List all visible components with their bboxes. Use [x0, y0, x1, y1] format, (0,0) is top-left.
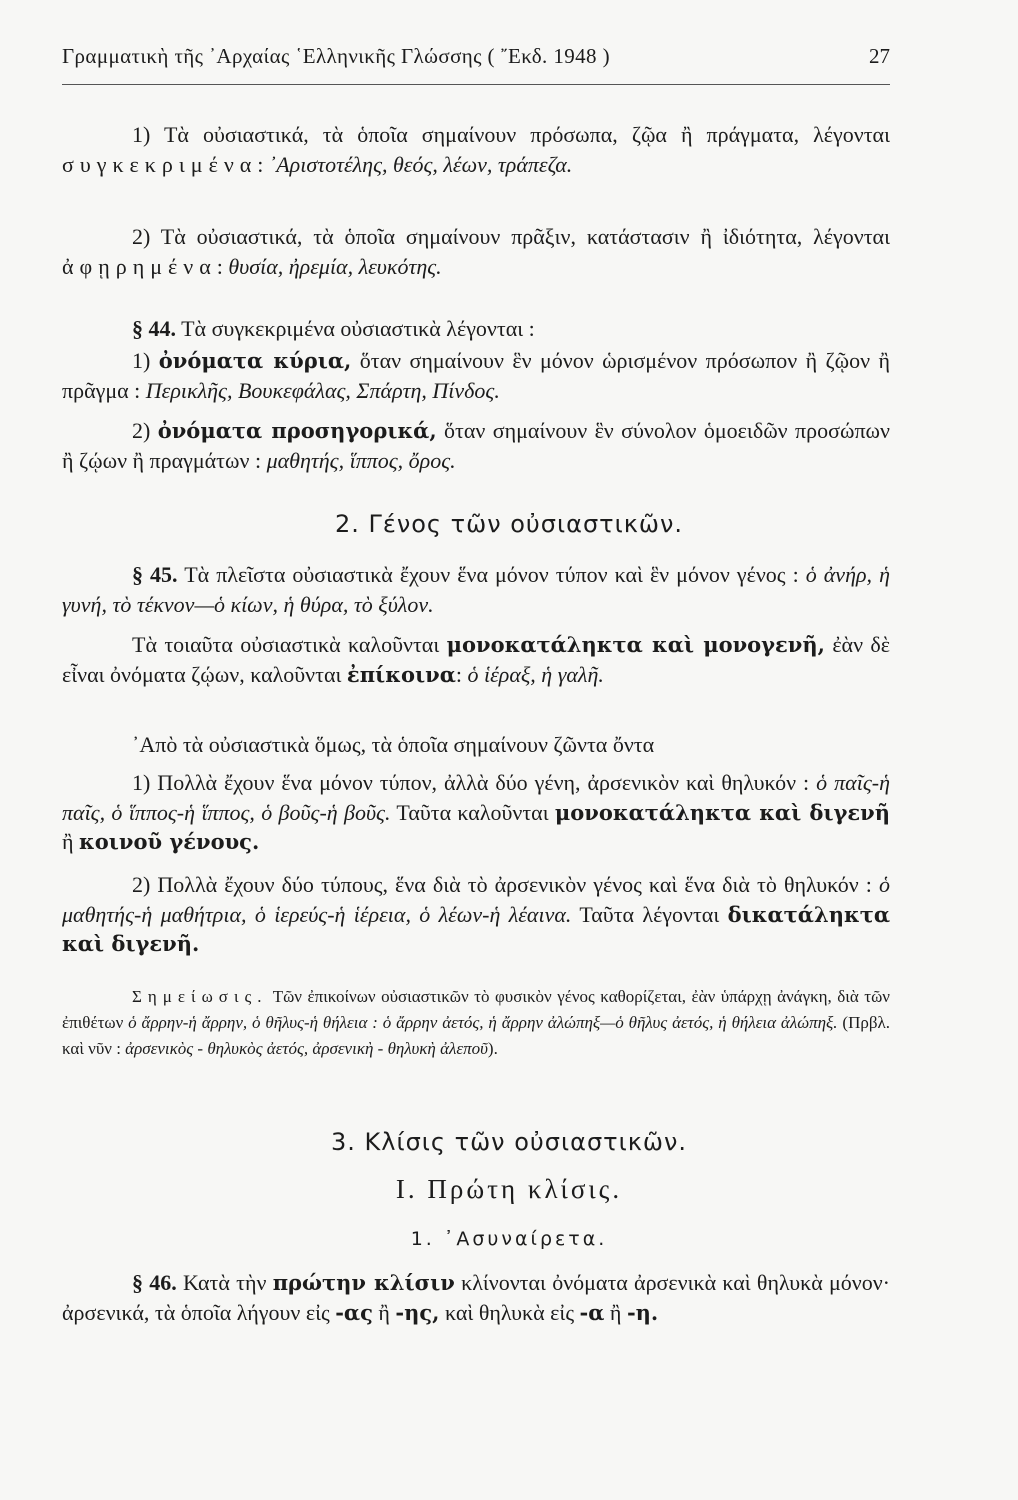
running-title: Γραμματικὴ τῆς ᾿Αρχαίας ῾Ελληνικῆς Γλώσσης ( ῎Εκδ. 1948 )	[62, 44, 610, 68]
examples: ἀρσενικὸς - θηλυκὸς ἀετός, ἀρσενικὴ - θηλυκὴ ἀλεποῦ	[125, 1039, 488, 1058]
section-number: § 45.	[132, 562, 178, 587]
section-number: § 44.	[132, 316, 176, 341]
term-concrete: συγκεκριμένα	[62, 151, 258, 177]
section-number: § 46.	[132, 1270, 177, 1295]
examples: ὁ ἄρρην-ἡ ἄρρην, ὁ θῆλυς-ἡ θήλεια : ὁ ἄρρην ἀετός, ἡ ἄρρην ἀλώπηξ—ὁ θῆλυς ἀετός, ἡ θήλεια ἀλώπηξ.	[128, 1013, 838, 1032]
term-monokatalikta-monogeni: μονοκατάληκτα καὶ μονογενῆ,	[446, 632, 825, 657]
section-46: § 46. Κατὰ τὴν πρώτην κλίσιν κλίνονται ὀνόματα ἀρσενικὰ καὶ θηλυκὰ μόνον· ἀρσενικά, τὰ ὁποῖα λήγουν εἰς -ας ἢ -ης, καὶ θηλυκὰ εἰς -α ἢ -η.	[62, 1270, 890, 1325]
section-45-para-3: ᾿Απὸ τὰ οὐσιαστικὰ ὅμως, τὰ ὁποῖα σημαίνουν ζῶντα ὄντα	[132, 732, 655, 757]
examples: Περικλῆς, Βουκεφάλας, Σπάρτη, Πίνδος.	[145, 377, 500, 403]
examples: ὁ ἱέραξ, ἡ γαλῆ.	[467, 661, 604, 687]
term-epikoina: ἐπίκοινα	[346, 661, 456, 687]
page-number: 27	[869, 44, 890, 68]
section-45-para-4: 1) Πολλὰ ἔχουν ἕνα μόνον τύπον, ἀλλὰ δύο γένη, ἀρσενικὸν καὶ θηλυκόν : ὁ παῖς-ἡ παῖς, ὁ ἵππος-ἡ ἵππος, ὁ βοῦς-ἡ βοῦς. Ταῦτα καλοῦνται μονοκατάληκτα καὶ διγενῆ ἢ κοινοῦ γένους.	[62, 770, 891, 854]
term-proper-nouns: ὀνόματα κύρια,	[158, 348, 352, 373]
section-45-para-2: Τὰ τοιαῦτα οὐσιαστικὰ καλοῦνται μονοκατάληκτα καὶ μονογενῆ, ἐὰν δὲ εἶναι ὀνόματα ζῴων, καλοῦνται ἐπίκοινα: ὁ ἱέραξ, ἡ γαλῆ.	[62, 632, 890, 687]
ending: -ης,	[395, 1299, 440, 1325]
section-44-item-2: 2) ὀνόματα προσηγορικά, ὅταν σημαίνουν ἓν σύνολον ὁμοειδῶν προσώπων ἢ ζῴων ἢ πραγμάτων : μαθητής, ἵππος, ὄρος.	[62, 418, 890, 473]
heading-gender: 2. Γένος τῶν οὐσιαστικῶν.	[334, 510, 684, 538]
term-abstract: ἀφῃρημένα	[62, 253, 217, 279]
running-header	[62, 44, 890, 76]
examples: θυσία, ἠρεμία, λευκότης.	[228, 253, 442, 279]
header-rule	[62, 84, 890, 85]
paragraph-concrete-nouns: 1) Τὰ οὐσιαστικά, τὰ ὁποῖα σημαίνουν πρόσωπα, ζῷα ἢ πράγματα, λέγονται συγκεκριμένα: ᾿Αριστοτέλης, θεός, λέων, τράπεζα.	[62, 122, 890, 177]
paragraph-abstract-nouns: 2) Τὰ οὐσιαστικά, τὰ ὁποῖα σημαίνουν πρᾶξιν, κατάστασιν ἢ ἰδιότητα, λέγονται ἀφῃρημένα: θυσία, ἠρεμία, λευκότης.	[62, 224, 890, 279]
examples: ὁ παῖς-ἡ παῖς, ὁ ἵππος-ἡ ἵππος, ὁ βοῦς-ἡ βοῦς.	[62, 770, 890, 825]
heading-first-declension: I. Πρώτη κλίσις.	[395, 1174, 623, 1204]
examples: ὁ μαθητής-ἡ μαθήτρια, ὁ ἱερεύς-ἡ ἱέρεια, ὁ λέων-ἡ λέαινα.	[62, 872, 890, 927]
term-digeni: μονοκατάληκτα καὶ διγενῆ	[554, 799, 891, 825]
examples: μαθητής, ἵππος, ὄρος.	[266, 447, 456, 473]
term-common-nouns: ὀνόματα προσηγορικά,	[157, 418, 437, 443]
heading-uncontracted: 1. ᾿Ασυναίρετα.	[410, 1228, 608, 1250]
section-45-para-1: § 45. Τὰ πλεῖστα οὐσιαστικὰ ἔχουν ἕνα μόνον τύπον καὶ ἓν μόνον γένος : ὁ ἀνήρ, ἡ γυνή, τὸ τέκνον—ὁ κίων, ἡ θύρα, τὸ ξύλον.	[62, 562, 890, 617]
term-first-declension: πρώτην κλίσιν	[272, 1270, 455, 1295]
section-45-para-5: 2) Πολλὰ ἔχουν δύο τύπους, ἕνα διὰ τὸ ἀρσενικὸν γένος καὶ ἕνα διὰ τὸ θηλυκόν : ὁ μαθητής-ἡ μαθήτρια, ὁ ἱερεύς-ἡ ἱέρεια, ὁ λέων-ἡ λέαινα. Ταῦτα λέγονται δικατάληκτα καὶ διγενῆ.	[62, 872, 890, 956]
ending: -α	[579, 1299, 605, 1325]
section-44-intro: § 44. Τὰ συγκεκριμένα οὐσιαστικὰ λέγονται :	[132, 316, 535, 341]
heading-declension: 3. Κλίσις τῶν οὐσιαστικῶν.	[331, 1128, 687, 1156]
ending: -ας	[335, 1299, 373, 1325]
note-paragraph: Σημείωσις. Τῶν ἐπικοίνων οὐσιαστικῶν τὸ φυσικὸν γένος καθορίζεται, ἐὰν ὑπάρχῃ ἀνάγκη, διὰ τῶν ἐπιθέτων ὁ ἄρρην-ἡ ἄρρην, ὁ θῆλυς-ἡ θήλεια : ὁ ἄρρην ἀετός, ἡ ἄρρην ἀλώπηξ—ὁ θῆλυς ἀετός, ἡ θήλεια ἀλώπηξ. (Πρβλ. καὶ νῦν : ἀρσενικὸς - θηλυκὸς ἀετός, ἀρσενικὴ - θηλυκὴ ἀλεποῦ).	[62, 987, 890, 1058]
examples: ᾿Αριστοτέλης, θεός, λέων, τράπεζα.	[268, 151, 573, 177]
note-label: Σημείωσις.	[132, 987, 268, 1006]
section-44-item-1: 1) ὀνόματα κύρια, ὅταν σημαίνουν ἓν μόνον ὡρισμένον πρόσωπον ἢ ζῷον ἢ πρᾶγμα : Περικλῆς, Βουκεφάλας, Σπάρτη, Πίνδος.	[62, 348, 890, 403]
term-koinou-genous: κοινοῦ γένους.	[79, 829, 260, 854]
ending: -η.	[626, 1299, 659, 1325]
examples: ὁ ἀνήρ, ἡ γυνή, τὸ τέκνον—ὁ κίων, ἡ θύρα, τὸ ξύλον.	[62, 562, 890, 617]
term-dikatalikta: δικατάληκτα καὶ διγενῆ.	[62, 901, 890, 956]
